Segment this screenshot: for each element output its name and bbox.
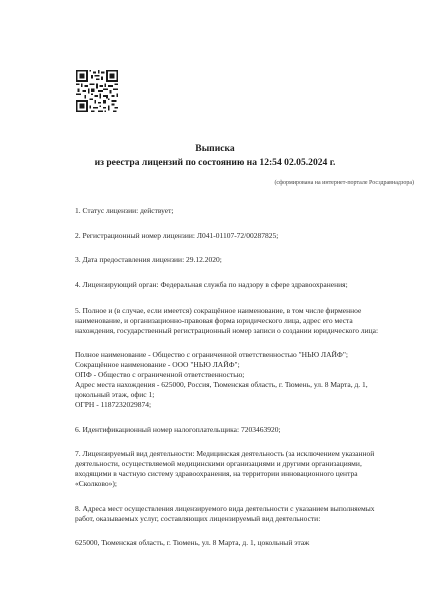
- activity-address: 625000, Тюменская область, г. Тюмень, ул. 8 Марта, д. 1, цокольный этаж: [75, 538, 310, 547]
- text-line: ОГРН - 1187232029874;: [75, 400, 152, 409]
- item-activity-addresses: [75, 504, 410, 524]
- item-activity: [75, 449, 410, 489]
- item-authority: 4. Лицензирующий орган: Федеральная служба по надзору в сфере здравоохранения;: [75, 279, 348, 289]
- text-line: работ, оказываемых услуг, составляющих лицензируемый вид деятельности:: [75, 513, 321, 523]
- text-line: 7. Лицензируемый вид деятельности: Медицинская деятельность (за исключением указанной: [75, 449, 375, 458]
- item-reg-number: 2. Регистрационный номер лицензии: Л041-01107-72/00287825;: [75, 230, 279, 240]
- document-title: [0, 142, 430, 170]
- qr-code-icon: [76, 70, 118, 112]
- document-body: [75, 206, 410, 548]
- text-line: Полное наименование - Общество с ограниченной ответственностью "НЬЮ ЛАЙФ";: [75, 350, 348, 359]
- text-line: входящими в частную систему здравоохранения, на территории инновационного центра: [75, 469, 358, 478]
- item-inn: 6. Идентификационный номер налогоплательщика: 7203463920;: [75, 424, 281, 434]
- text-line: наименование, и организационно-правовая форма юридического лица, адрес его места: [75, 315, 353, 325]
- text-line: цокольный этаж, офис 1;: [75, 390, 155, 399]
- title-line: Выписка: [195, 143, 235, 154]
- subtitle-line: из реестра лицензий по состоянию на 12:54 02.05.2024 г.: [94, 157, 336, 168]
- text-line: 5. Полное и (в случае, если имеется) сокращённое наименование, в том числе фирменное: [75, 305, 362, 315]
- text-line: деятельности, осуществляемой медицинскими организациями и другими организациями,: [75, 459, 362, 468]
- text-line: «Сколково»);: [75, 479, 117, 488]
- text-line: 8. Адреса мест осуществления лицензируемого вида деятельности с указанием выполняемых: [75, 503, 375, 513]
- item-date: 3. Дата предоставления лицензии: 29.12.2020;: [75, 255, 222, 264]
- organization-details: [75, 350, 410, 410]
- source-note: (сформирована на интернет-портале Росздравнадзора): [274, 180, 414, 186]
- item-status: 1. Статус лицензии: действует;: [75, 206, 174, 215]
- text-line: Сокращённое наименование - ООО "НЬЮ ЛАЙФ";: [75, 360, 240, 369]
- text-line: Адрес места нахождения - 625000, Россия, Тюменская область, г. Тюмень, ул. 8 Марта, д. 1,: [75, 380, 368, 389]
- text-line: нахождения, государственный регистрационный номер записи о создании юридического лица:: [75, 325, 379, 335]
- text-line: ОПФ - Общество с ограниченной ответственностью;: [75, 370, 245, 379]
- item-name-address: [75, 306, 410, 336]
